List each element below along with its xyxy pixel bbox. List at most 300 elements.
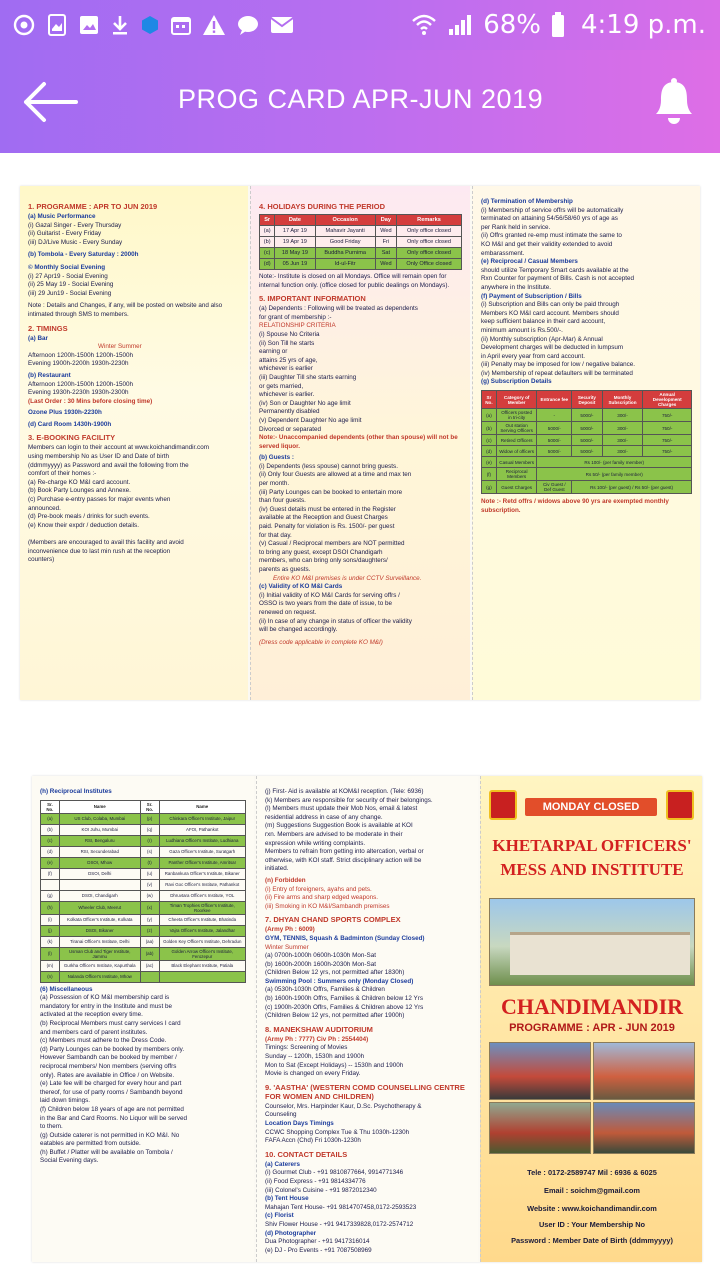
table-row [482, 422, 692, 435]
table-cell: Retired Officers [496, 435, 537, 446]
table-cell: (ac) [140, 960, 159, 971]
institute-name: KHETARPAL OFFICERS' MESS AND INSTITUTE [492, 836, 692, 879]
info-line: Permanently disabled [259, 408, 320, 416]
auditorium-line: Mon to Sat (Except Holidays) -- 1530h and 1900h [265, 1061, 404, 1069]
sports-line: Swimming Pool : Summers only (Monday Closed) [265, 977, 414, 985]
table-cell: (f) [482, 468, 497, 481]
misc-list [40, 986, 246, 1166]
table-cell: Golden Arrow Officer's Institute, Ferozepur [159, 947, 246, 960]
sports-line: (b) 1600h-1900h Offrs, Families & Children below 12 Yrs [265, 995, 423, 1003]
termination-line: (g) Subscription Details [481, 378, 552, 386]
contact-line: Shiv Flower House - +91 9417339828,0172-2574712 [265, 1220, 414, 1228]
misc-line: activated at the reception every time. [40, 1011, 143, 1019]
aastha-list [265, 1103, 470, 1146]
aastha-line: FAFA Accn (Chd) Fri 1030h-1230h [265, 1137, 361, 1145]
event-photo [489, 1042, 591, 1100]
table-cell: 5000/- [537, 422, 572, 435]
table-cell: Rs 50/- (per family member) [537, 468, 692, 481]
table-row [482, 457, 692, 468]
table-cell: Dhruvtara Officer's Institute, YOL [159, 890, 246, 901]
social-item: (ii) 25 May 19 - Social Evening [28, 281, 114, 289]
sub-header: Monthly Subscription [602, 391, 643, 409]
table-cell: Civ Guest / Def Guest [537, 481, 572, 494]
restaurant-label: (b) Restaurant [28, 371, 71, 379]
table-cell: 5000/- [537, 446, 572, 457]
termination-line: (iii) Penalty may be imposed for low / negative balance. [481, 361, 636, 369]
table-row [482, 481, 692, 494]
ebooking-line: (a) Re-charge KO M&I card account. [28, 478, 131, 486]
bar-label: (a) Bar [28, 334, 48, 342]
ebooking-list [28, 444, 240, 564]
table-row [41, 857, 246, 868]
table-cell [59, 879, 140, 890]
termination-line: minimum amount is Rs.500/-. [481, 326, 563, 334]
table-cell: 300/- [602, 446, 643, 457]
misc-line: to them. [40, 1123, 63, 1131]
aastha-line: CCWC Shopping Complex Tue & Thu 1030h-1230h [265, 1128, 410, 1136]
location-title: CHANDIMANDIR [500, 994, 684, 1019]
termination-line: (ii) Monthly subscription (Apr-Mar) & Annual [481, 335, 603, 343]
misc-line: (h) Buffet / Platter will be available on Tombola / [40, 1148, 173, 1156]
auditorium-line: Timings: Screening of Movies [265, 1044, 348, 1052]
brochure-p1-col2 [250, 186, 470, 700]
guests-line: per month. [259, 480, 290, 488]
sports-list [265, 926, 470, 1021]
auditorium-heading: 8. MANEKSHAW AUDITORIUM [265, 1024, 373, 1034]
guests-line: parents as guests. [259, 566, 311, 573]
contact-line: (i) Gourmet Club - +91 9810877664, 9914771346 [265, 1169, 404, 1177]
contact-line: (b) Tent House [265, 1195, 309, 1203]
table-cell: RSI, Bengaluru [59, 835, 140, 846]
misc-line: (g) Outside caterer is not permitted in KO M&I. No [40, 1131, 180, 1139]
holiday-header: Occasion [315, 215, 375, 226]
emblem-right [666, 790, 694, 820]
table-cell: Kolkata Officer's Institute, Kolkata [59, 914, 140, 925]
table-cell: (r) [140, 835, 159, 846]
info-line: earning or [259, 348, 288, 356]
table-cell: 05 Jun 19 [275, 259, 315, 270]
table-cell [41, 879, 60, 890]
general-line: (k) Members are responsible for security of their belongings. [265, 796, 433, 804]
reciprocal-table [40, 800, 246, 983]
music-heading: (a) Music Performance [28, 213, 96, 220]
misc-line: laid down timings. [40, 1097, 91, 1105]
signal-icon [447, 13, 473, 37]
info-line: Divorced or separated [259, 425, 321, 433]
cctv-note: Entire KO M&I premises is under CCTV Surveillance. [273, 574, 422, 582]
programme-heading: 1. PROGRAMME : APR TO JUN 2019 [28, 202, 158, 211]
ebooking-line: announced. [28, 504, 61, 512]
sports-line: (a) 0530h-1030h Offrs, Families & Children [265, 986, 385, 994]
cover-programme: PROGRAMME : APR - JUN 2019 [509, 1022, 675, 1034]
cover-email: Email : soichm@gmail.com [544, 1186, 640, 1195]
calendar-icon [170, 14, 192, 36]
alert-icon [202, 14, 226, 36]
table-cell: (e) [41, 857, 60, 868]
status-right [411, 8, 706, 42]
general-line: expression while writing complaints. [265, 839, 366, 847]
info-heading: 5. IMPORTANT INFORMATION [259, 294, 366, 304]
auditorium-line: (Army Ph : 7777) Civ Ph : 2554404) [265, 1035, 369, 1043]
termination-list [481, 198, 692, 387]
table-cell [140, 971, 159, 982]
info-line: (i) Spouse No Criteria [259, 330, 320, 338]
ebooking-line: inconvenience due to last min rush at the reception [28, 547, 171, 555]
card-room-line: (d) Card Room 1430h-1900h [28, 420, 112, 428]
table-cell: 5000/- [572, 409, 602, 422]
sports-line: GYM, TENNIS, Squash & Badminton (Sunday Closed) [265, 934, 425, 942]
table-cell: Officers posted in tri-city [496, 409, 537, 422]
table-cell: Out station Serving Officers [496, 422, 537, 435]
termination-line: (i) Membership of service offrs will be automatically [481, 206, 624, 214]
social-heading: © Monthly Social Evening [28, 263, 106, 271]
misc-line: mandatory for entry in the Institute and must be [40, 1002, 172, 1010]
recip-header: Sr. No. [41, 800, 60, 813]
table-cell: (x) [140, 901, 159, 914]
ebooking-line: using membership No as User ID and Date of birth [28, 453, 170, 461]
programme-note: Note : Details and Changes, if any, will be posted on website and also intimated through SMS to members. [28, 302, 223, 318]
table-cell: Rs 100/- (per family member) [537, 457, 692, 468]
table-cell: 5000/- [572, 422, 602, 435]
table-cell: (s) [140, 846, 159, 857]
table-cell: (k) [41, 936, 60, 947]
table-cell: (e) [482, 457, 497, 468]
table-cell: (t) [140, 857, 159, 868]
sub-header: Sr No. [482, 391, 497, 409]
table-cell: US Club, Colaba, Mumbai [59, 813, 140, 824]
brochure-p1-col1 [20, 186, 248, 700]
ozone-line: Ozone Plus 1930h-2230h [28, 409, 102, 417]
table-cell: Mahavir Jayanti [315, 226, 375, 237]
table-row [41, 914, 246, 925]
table-cell: (j) [41, 925, 60, 936]
season-header: Winter Summer [98, 343, 142, 351]
ebooking-line: (b) Book Party Lounges and Annexe. [28, 487, 131, 495]
brochure-p1-col3 [472, 186, 700, 700]
table-cell: Sat [375, 248, 396, 259]
table-row [260, 259, 462, 270]
table-cell: Good Friday [315, 237, 375, 248]
music-item: (iii) DJ/Live Music - Every Sunday [28, 238, 123, 246]
contact-line: (c) Florist [265, 1212, 294, 1220]
ebooking-line: (e) Know their expdr / deduction details. [28, 521, 139, 529]
guests-line: available at the Reception and Guest Charges [259, 514, 388, 522]
table-cell: 300/- [602, 422, 643, 435]
contact-line: (e) DJ - Pro Events - +91 7087508969 [265, 1246, 372, 1254]
bell-icon [652, 76, 696, 126]
music-item: (ii) Guitarist - Every Friday [28, 230, 102, 238]
table-cell: (c) [482, 435, 497, 446]
table-cell: (d) [41, 846, 60, 857]
table-cell: (ab) [140, 947, 159, 960]
table-cell: Only Office closed [396, 259, 461, 270]
table-row [41, 824, 246, 835]
table-cell: (v) [140, 879, 159, 890]
guests-line: (iv) Guest details must be entered in the Register [259, 505, 396, 513]
sports-line: (a) 0700h-1000h 0600h-1030h Mon-Sat [265, 952, 376, 960]
guests-line: (iii) Party Lounges can be booked to entertain more [259, 488, 403, 496]
bar-row: Evening 1900h-2200h 1930h-2230h [28, 360, 129, 368]
last-order: (Last Order : 30 Mins before closing time) [28, 397, 153, 405]
table-cell: 750/- [643, 446, 692, 457]
contact-line: Dua Photographer - +91 9417316014 [265, 1238, 370, 1246]
validity-line: OSSO is two years from the date of issue, to be [259, 600, 392, 608]
sync-icon [12, 13, 36, 37]
contact-line: (iii) Colonel's Cuisine - +91 9872012340 [265, 1186, 377, 1194]
table-cell: AFOI, Pathankot [159, 824, 246, 835]
wifi-icon [411, 13, 437, 37]
guests-line: (b) Guests : [259, 454, 294, 462]
brochure-page-2 [32, 776, 702, 1262]
table-cell: Only office closed [396, 237, 461, 248]
guests-line: paid. Penalty for violation is Rs. 1500/- per guest [259, 523, 395, 531]
table-cell: Black Elephant Institute, Patiala [159, 960, 246, 971]
table-cell: DSOI, Mhow [59, 857, 140, 868]
tombola-line: (b) Tombola - Every Saturday : 2000h [28, 251, 139, 259]
monday-closed-banner: MONDAY CLOSED [525, 798, 657, 816]
sub-header: Entrance fee [537, 391, 572, 409]
general-line: Members to refrain from getting into altercation, verbal or [265, 848, 424, 856]
auditorium-list [265, 1036, 470, 1079]
cover-user-id: User ID : Your Membership No [538, 1220, 646, 1229]
timings-heading: 2. TIMINGS [28, 323, 68, 333]
sports-line: (b) 1600h-2000h 1600h-2030h Mon-Sat [265, 960, 376, 968]
brochure-p2-col2 [256, 776, 478, 1262]
guests-line: for that day. [259, 531, 292, 539]
table-cell: (h) [41, 901, 60, 914]
general-line: initiated. [265, 865, 289, 873]
table-cell: Golden Key Officer's Institute, Dehradun [159, 936, 246, 947]
table-row [41, 901, 246, 914]
table-cell: (l) [41, 947, 60, 960]
sports-heading: 7. DHYAN CHAND SPORTS COMPLEX [265, 915, 401, 925]
event-photo [593, 1102, 695, 1154]
aastha-line: Location Days Timings [265, 1120, 334, 1127]
table-row [482, 435, 692, 446]
general-line: (m) Suggestions Suggestion Book is available at KOI [265, 822, 413, 830]
misc-line: (d) Party Lounges can be booked by members only. [40, 1045, 185, 1053]
subscription-table [481, 390, 692, 494]
misc-line: only). Rates are available in Office / on Website. [40, 1071, 175, 1079]
table-cell: DSOI, Chandigarh [59, 890, 140, 901]
general-line: (j) First- Aid is available at KOM&I reception. (Tele: 6936) [265, 788, 424, 795]
clock: 4:19 p.m. [580, 10, 706, 40]
table-cell: KOI Juhu, Mumbai [59, 824, 140, 835]
table-cell: Tiranai Officer's Institute, Delhi [59, 936, 140, 947]
aastha-heading: 9. 'AASTHA' (WESTERN COMD COUNSELLING CENTRE FOR WOMEN AND CHILDREN) [265, 1082, 465, 1101]
termination-line: (f) Payment of Subscription / Bills [481, 292, 582, 300]
forbidden-item: (iii) Smoking in KO M&I/Sambandh premises [265, 902, 390, 910]
music-item: (i) Gazal Singer - Every Thursday [28, 221, 122, 229]
table-cell: Gaza Officer's Institute, Suratgarh [159, 846, 246, 857]
chat-icon [236, 14, 260, 36]
table-cell: (d) [260, 259, 275, 270]
bar-row: Afternoon 1200h-1500h 1200h-1500h [28, 351, 134, 359]
termination-line: (i) Subscription and Bills can only be paid through [481, 301, 620, 309]
termination-line: embarassment. [481, 249, 525, 257]
table-cell: (g) [482, 481, 497, 494]
table-cell: Wed [375, 226, 396, 237]
cover-tele: Tele : 0172-2589747 Mil : 6936 & 6025 [527, 1168, 657, 1177]
table-cell: Widow of officers [496, 446, 537, 457]
table-row [482, 468, 692, 481]
subscription-note: Note :- Retd offrs / widows above 90 yrs are exempted monthly subscription. [481, 498, 669, 514]
table-cell: (w) [140, 890, 159, 901]
building-shape [510, 932, 690, 975]
termination-line: (d) Termination of Membership [481, 198, 573, 205]
emblem-left [489, 790, 517, 820]
table-cell: Rs 100/- (per guest) / Rs 50/- (per guest) [572, 481, 692, 494]
contact-line: (a) Caterers [265, 1160, 300, 1168]
notifications-button[interactable] [652, 76, 696, 126]
brochure-page-1 [20, 186, 700, 700]
table-cell: 750/- [643, 422, 692, 435]
table-cell: Nalanda Officer's Institute, Mhow [59, 971, 140, 982]
notification-icons [12, 10, 294, 40]
table-cell: (b) [41, 824, 60, 835]
table-cell: 19 Apr 19 [275, 237, 315, 248]
contact-line: Mahajan Tent House- +91 9814707458,0172-2593523 [265, 1203, 417, 1211]
table-cell: Gurkha Officer's Institute, Kapurthala [59, 960, 140, 971]
table-cell: (a) [41, 813, 60, 824]
termination-line: Development charges will be deducted in lumpsum [481, 344, 624, 352]
table-cell: (c) [41, 835, 60, 846]
table-cell: (i) [41, 914, 60, 925]
ebooking-line: counters) [28, 556, 55, 564]
table-cell: 5000/- [537, 435, 572, 446]
misc-line: (c) Members must adhere to the Dress Code. [40, 1037, 167, 1045]
info-line: attains 25 yrs of age, [259, 356, 318, 364]
table-cell: (n) [41, 971, 60, 982]
table-cell: Vajra Officer's Institute, Jalandhar [159, 925, 246, 936]
building-photo [489, 898, 695, 986]
table-cell: (y) [140, 914, 159, 925]
table-cell: Chinkara Officer's Institute, Jaipur [159, 813, 246, 824]
table-cell: (b) [260, 237, 275, 248]
reciprocal-heading: (h) Reciprocal Institutes [40, 788, 112, 795]
table-cell: Ranbankura Officer's Institute, Bikaner [159, 868, 246, 879]
guests-list [259, 454, 462, 574]
table-cell: Id-ul-Fitr [315, 259, 375, 270]
table-cell: 5000/- [572, 435, 602, 446]
table-row [41, 947, 246, 960]
event-photo [593, 1042, 695, 1100]
table-cell: (d) [482, 446, 497, 457]
info-line: whichever is earlier. [259, 391, 315, 399]
general-line: otherwise, with KOI staff. Strict disciplinary action will be [265, 856, 422, 864]
gallery-icon [78, 14, 100, 36]
battery-icon [551, 12, 565, 38]
sports-line: Winter Summer [265, 943, 309, 951]
table-row [260, 237, 462, 248]
misc-line: (b) Reciprocal Members must carry services I card [40, 1019, 181, 1027]
contacts-list [265, 1161, 470, 1256]
social-item: (iii) 29 Jun19 - Social Evening [28, 289, 112, 297]
sports-line: (Army Ph : 6009) [265, 926, 315, 934]
image-icon [46, 13, 68, 37]
ebooking-heading: 3. E-BOOKING FACILITY [28, 433, 116, 443]
social-item: (i) 27 Apr19 - Social Evening [28, 272, 108, 280]
mail-icon [270, 15, 294, 35]
table-cell: (f) [41, 868, 60, 879]
table-cell: (b) [482, 422, 497, 435]
aastha-line: Counselor, Mrs. Harpinder Kaur, D.Sc. Psychotherapy & [265, 1102, 422, 1110]
termination-line: in April every year from card account. [481, 352, 585, 360]
table-cell: Only office closed [396, 248, 461, 259]
misc-line: thereof, for use of party rooms / Sambandh beyond [40, 1088, 183, 1096]
table-cell: 300/- [602, 435, 643, 446]
general-line: (l) Members must update their Mob Nos, email & latest [265, 805, 418, 813]
sports-line: (Children Below 12 yrs, not permitted after 1830h) [265, 969, 405, 977]
holidays-table [259, 214, 462, 270]
table-cell: (q) [140, 824, 159, 835]
table-row [482, 446, 692, 457]
misc-line: in the Bar and Card Rooms. No Liquor will be served [40, 1114, 187, 1122]
unaccompanied-note: Note:- Unaccompanied dependents (other than spouse) will not be served liquor. [259, 434, 458, 450]
app-bar [0, 50, 720, 153]
termination-line: per Rank held in service. [481, 223, 551, 231]
back-button[interactable] [20, 78, 80, 126]
table-cell: (a) [482, 409, 497, 422]
table-cell: - [537, 409, 572, 422]
table-row [41, 936, 246, 947]
auditorium-line: Sunday -- 1200h, 1530h and 1900h [265, 1053, 365, 1061]
dress-code: (Dress code applicable in complete KO M&I) [259, 638, 383, 646]
table-cell: Fri [375, 237, 396, 248]
brochure-p2-col1 [32, 776, 254, 1262]
info-list [259, 305, 462, 434]
validity-line: (c) Validity of KO M&I Cards [259, 583, 343, 591]
termination-line: anywhere in the Institute. [481, 283, 552, 291]
guests-line: (i) Dependents (less spouse) cannot bring guests. [259, 462, 398, 470]
table-cell: (u) [140, 868, 159, 879]
table-cell: 5000/- [572, 446, 602, 457]
misc-line: However Sambandh can be booked by member / [40, 1054, 177, 1062]
ebooking-line: Members can login to their account at www.koichandimandir.com [28, 444, 209, 452]
info-line: (ii) Son Till he starts [259, 339, 315, 347]
table-cell [159, 971, 246, 982]
table-cell: (z) [140, 925, 159, 936]
arrow-left-icon [20, 78, 80, 126]
guests-line: to bring any guest, except DSOI Chandigarh [259, 548, 383, 556]
validity-list [259, 583, 462, 635]
cover-password: Password : Member Date of Birth (ddmmyyyy) [511, 1236, 673, 1245]
table-row [260, 248, 462, 259]
auditorium-line: Movie is changed on every Friday. [265, 1070, 361, 1078]
download-icon [110, 14, 130, 36]
hexagon-icon [140, 14, 160, 36]
misc-line: (a) Possession of KO M&I membership card is [40, 994, 170, 1002]
holiday-header: Day [375, 215, 396, 226]
misc-line: Social Evening days. [40, 1157, 99, 1165]
termination-line: terminated on attaining 54/56/58/60 yrs of age as [481, 215, 618, 223]
table-cell: Cheeta Officer's Institute, Bhatinda [159, 914, 246, 925]
termination-line: Members KO M&I card account. Members should [481, 309, 619, 317]
contact-line: (d) Photographer [265, 1229, 317, 1237]
termination-line: (ii) Offrs granted re-emp must intimate the same to [481, 232, 622, 240]
table-row [41, 879, 246, 890]
ebooking-line: (c) Purchase e-entry passes for major events when [28, 496, 171, 504]
table-row [41, 890, 246, 901]
termination-line: should utilize Temporary Smart cards available at the [481, 266, 629, 274]
cover-website: Website : www.koichandimandir.com [527, 1204, 657, 1213]
info-line: (a) Dependents : Following will be treated as dependents [259, 305, 418, 313]
info-line: whichever is earlier [259, 365, 313, 373]
table-cell: Buddha Purnima [315, 248, 375, 259]
ebooking-line: comfort of their homes :- [28, 470, 97, 478]
table-cell: Ludhiana Officer's Institute, Ludhiana [159, 835, 246, 846]
table-row [41, 835, 246, 846]
